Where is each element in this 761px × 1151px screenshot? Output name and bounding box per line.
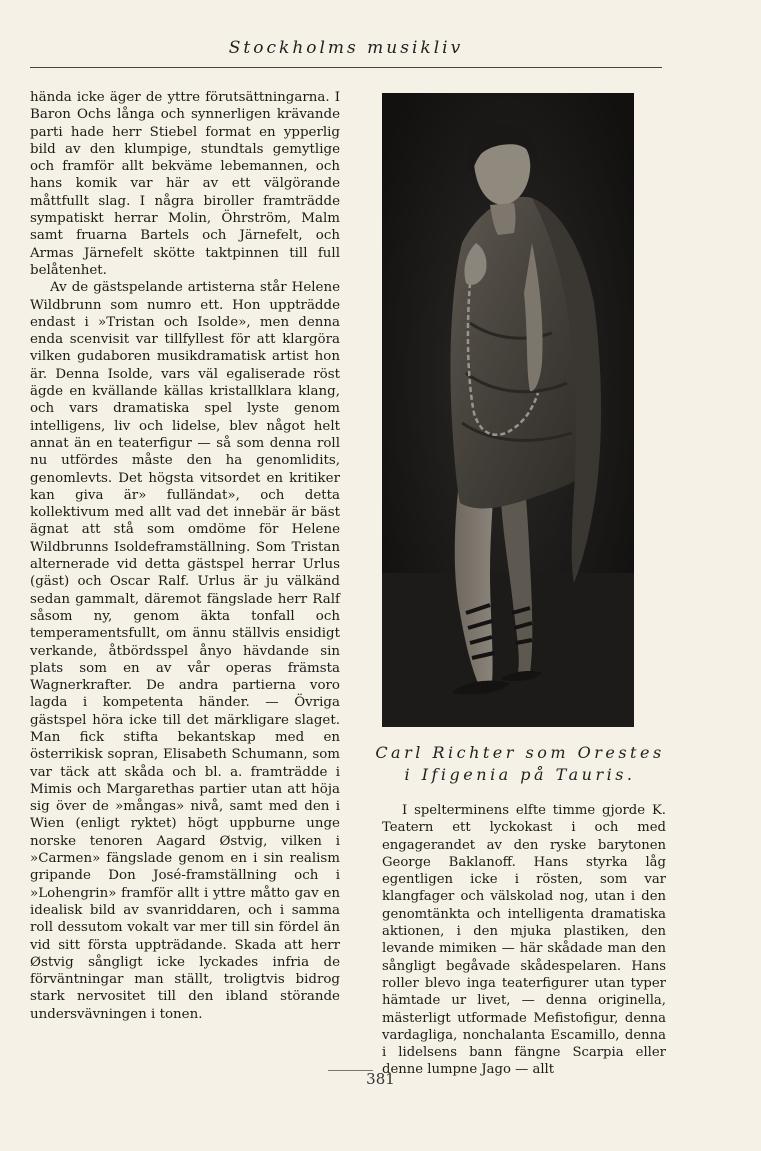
paragraph-baklanoff: I spelterminens elfte timme gjorde K. Teatern ett lyckokast i och med engagerandet av den ryske barytonen George Baklanoff. Hans styrka låg egentligen icke i rösten, som var klangfager och välskolad nog, utan i den genomtänkta och intelligenta dramatiska aktionen, i den mjuka plastiken, den levande mimiken — här skådade man den sångligt begåvade skådespelaren. Hans roller blevo inga teaterfigurer utan typer hämtade ur livet, — denna originella, mästerligt utformade Mefistofigur, denna vardagliga, nonchalanta Escamillo, denna i lidelsens bann fängne Scarpia eller denne lumpne Jago — allt bbox=[382, 803, 666, 1078]
page-number: 381 bbox=[366, 1070, 395, 1088]
actor-figure-image bbox=[382, 93, 634, 727]
photo-caption: Carl Richter som Orestes i Ifigenia på Tauris. bbox=[375, 743, 665, 784]
portrait-photo bbox=[382, 93, 634, 727]
header-rule bbox=[30, 67, 662, 68]
paragraph-continued: hända icke äger de yttre förutsättningarna. I Baron Ochs långa och synnerligen krävande parti hade herr Stiebel format en ypperlig bild av den klumpige, stundtals gemytlige och framför allt bekväme lebemannen, och hans komik var här av ett välgörande måttfullt slag. I några biroller framträdde sympatiskt herrar Molin, Öhrström, Malm samt fruarna Bartels och Järnefelt, och Armas Järnefelt skötte taktpinnen till full belåtenhet. bbox=[30, 90, 340, 278]
left-text-column bbox=[30, 89, 340, 1023]
running-title: Stockholms musikliv bbox=[228, 38, 464, 58]
right-text-column bbox=[382, 802, 666, 1079]
paragraph-guest-artists: Av de gästspelande artisterna står Helene Wildbrunn som numro ett. Hon uppträdde endast i »Tristan och Isolde», men denna enda scenvisit var tillfyllest för att klargöra vilken gudaboren musikdramatisk artist hon är. Denna Isolde, vars väl egaliserade röst ägde en kvällande källas kristallklara klang, och vars dramatiska spel lyste genom intelligens, liv och lidelse, blev något helt annat än en teaterfigur — så som denna roll nu utfördes måste den ha genomlidits, genomlevts. Det högsta vitsordet en kritiker kan giva är» fulländat», och detta kollektivum med allt vad det innebär är bäst ägnat att stå som omdöme för Helene Wildbrunns Isoldeframställning. Som Tristan alternerade vid detta gästspel herrar Urlus (gäst) och Oscar Ralf. Urlus är ju välkänd sedan gammalt, däremot fängslade herr Ralf såsom ny, genom äkta tonfall och temperamentsfullt, om ännu ställvis ensidigt verkande, åtbördsspel ånyo hävdande sin plats som en av vår operas främsta Wagnerkrafter. De andra partierna voro lagda i kompetenta händer. — Övriga gästspel höra icke till det märkligare slaget. Man fick stifta bekantskap med en österrikisk sopran, Elisabeth Schumann, som var täck att skåda och bl. a. framträdde i Mimis och Margarethas partier utan att höja sig över de »mångas» nivå, samt med den i Wien (enligt ryktet) högt uppburne unge norske tenoren Aagard Østvig, vilken i »Carmen» fängslade genom en i sin realism gripande Don José-framställning och i »Lohengrin» framför allt i yttre måtto gav en idealisk bild av svanriddaren, och i samma roll dessutom vokalt var mer till sin fördel än vid sitt första uppträdande. Skada att herr Østvig sångligt icke lyckades infria de förväntningar man ställt, troligtvis bidrog stark nervositet till den ibland störande undersvävningen i tonen. bbox=[30, 280, 340, 1022]
